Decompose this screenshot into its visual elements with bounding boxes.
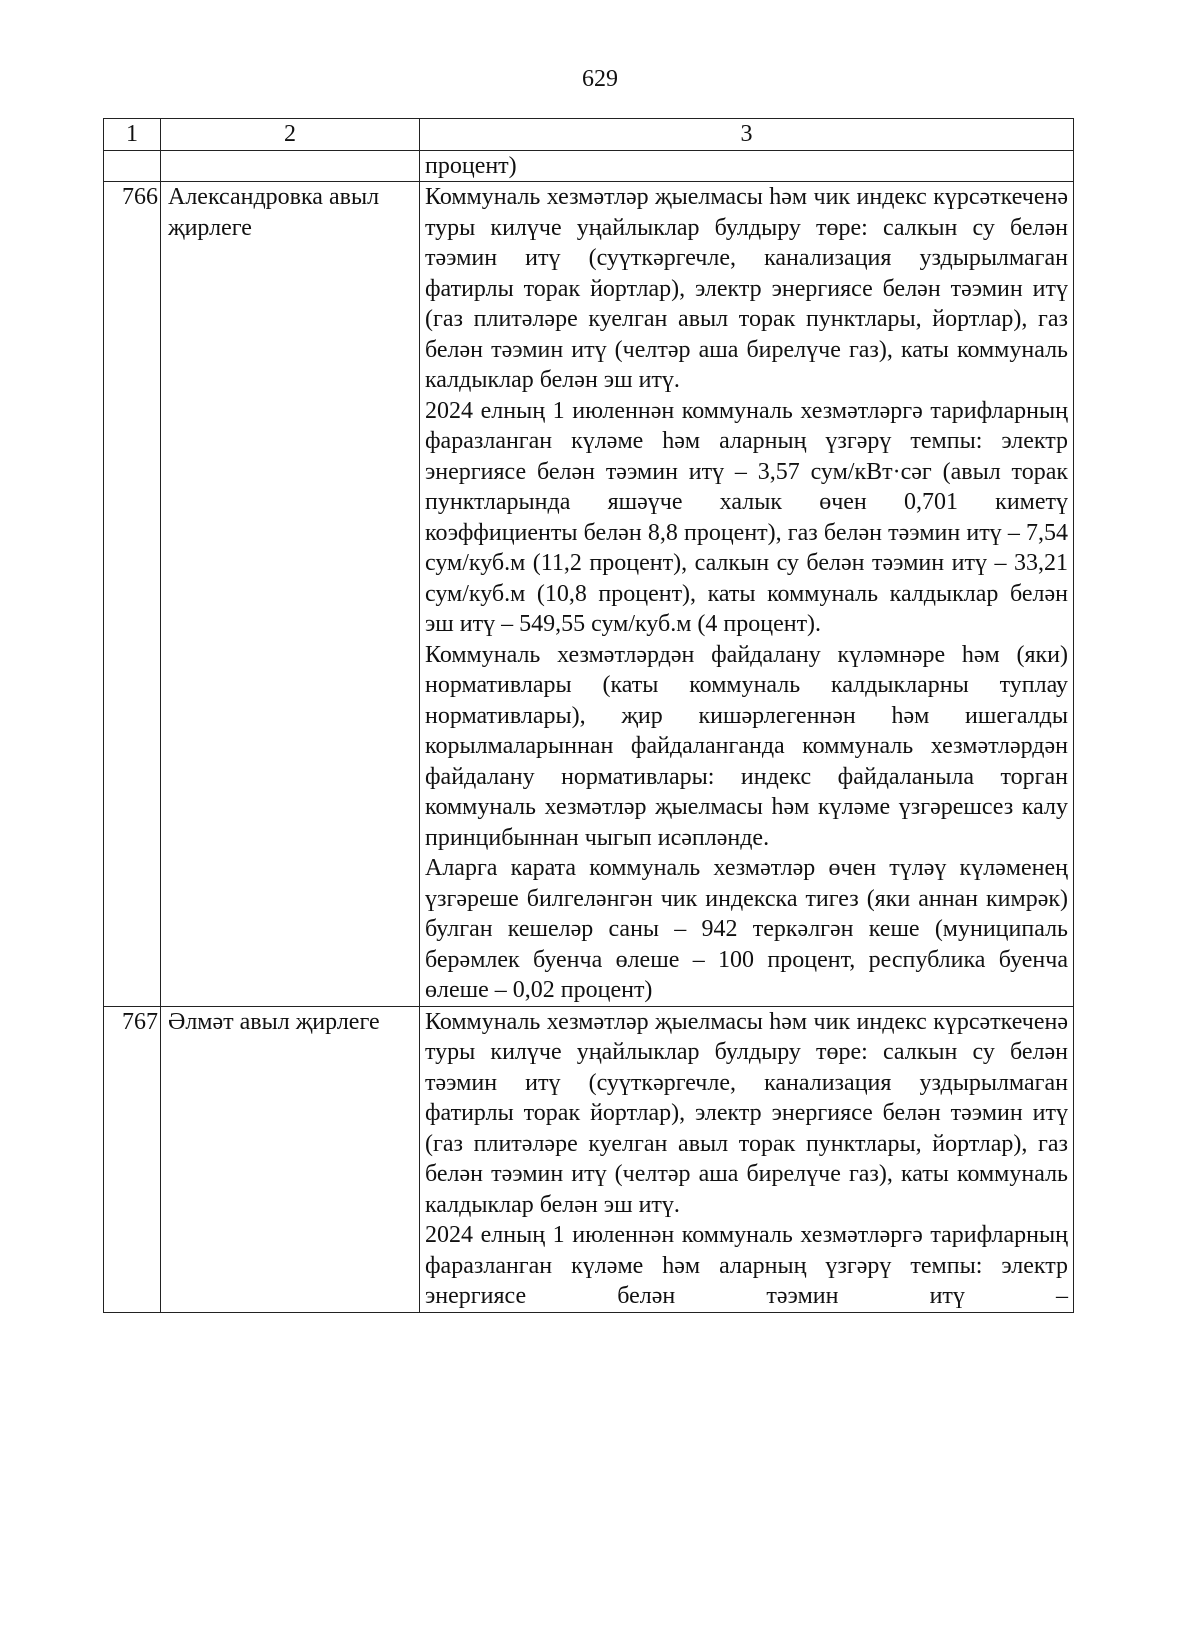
- page-number: 629: [582, 66, 618, 92]
- row-description: [420, 1006, 1074, 1312]
- paragraph: Коммуналь хезмәтләр җыелмасы һәм чик индекс күрсәткеченә туры килүче уңайлыклар булдыру төре: салкын су белән тәэмин итү (суүткәргечле, канализация уздырылмаган фатирлы торак йортлар), электр энергиясе белән тәэмин итү (газ плитәләре куелган авыл торак пунктлары, йортлар), газ белән тәэмин итү (челтәр аша бирелүче газ), каты коммуналь калдыклар белән эш итү.: [425, 184, 1068, 393]
- paragraph: 2024 елның 1 июленнән коммуналь хезмәтләргә тарифларның фаразланган күләме һәм аларның үзгәрү темпы: электр энергиясе белән тәэмин итү –: [425, 1222, 1068, 1309]
- continuation-text: процент): [420, 150, 1074, 182]
- continuation-row: [104, 150, 1074, 182]
- row-number: 767: [104, 1006, 161, 1312]
- continuation-num-cell: [104, 150, 161, 182]
- row-description: [420, 182, 1074, 1007]
- paragraph: 2024 елның 1 июленнән коммуналь хезмәтләргә тарифларның фаразланган күләме һәм аларның үзгәрү темпы: электр энергиясе белән тәэмин итү – 3,57 сум/кВт·сәг (авыл торак пунктларында яшәүче халык өчен 0,701 киметү коэффициенты белән 8,8 процент), газ белән тәэмин итү – 7,54 сум/куб.м (11,2 процент), салкын су белән тәэмин итү – 33,21 сум/куб.м (10,8 процент), каты коммуналь калдыклар белән эш итү – 549,55 сум/куб.м (4 процент).: [425, 397, 1068, 637]
- column-header-3: 3: [420, 119, 1074, 151]
- settlement-name: Александровка авыл җирлеге: [161, 182, 420, 1007]
- paragraph: Аларга карата коммуналь хезмәтләр өчен түләү күләменең үзгәреше билгеләнгән чик индекска тигез (яки аннан кимрәк) булган кешеләр саны – 942 теркәлгән кеше (муниципаль берәмлек буенча өлеше – 100 процент, республика буенча өлеше – 0,02 процент): [425, 855, 1068, 1003]
- table-row: [104, 1006, 1074, 1312]
- paragraph: Коммуналь хезмәтләр җыелмасы һәм чик индекс күрсәткеченә туры килүче уңайлыклар булдыру төре: салкын су белән тәэмин итү (суүткәргечле, канализация уздырылмаган фатирлы торак йортлар), электр энергиясе белән тәэмин итү (газ плитәләре куелган авыл торак пунктлары, йортлар), газ белән тәэмин итү (челтәр аша бирелүче газ), каты коммуналь калдыклар белән эш итү.: [425, 1008, 1068, 1218]
- continuation-name-cell: [161, 150, 420, 182]
- table-row: [104, 182, 1074, 1007]
- settlement-name: Әлмәт авыл җирлеге: [161, 1006, 420, 1312]
- table-header-row: [104, 119, 1074, 151]
- row-number: 766: [104, 182, 161, 1007]
- document-table: [103, 118, 1074, 1313]
- paragraph: Коммуналь хезмәтләрдән файдалану күләмнәре һәм (яки) нормативлары (каты коммуналь калдыкларны туплау нормативлары), җир кишәрлегеннән һәм ишегалды корылмаларыннан файдаланганда коммуналь хезмәтләрдән файдалану нормативлары: индекс файдаланыла торган коммуналь хезмәтләр җыелмасы һәм күләме үзгәрешсез калу принцибыннан чыгып исәпләнде.: [425, 641, 1068, 851]
- column-header-2: 2: [161, 119, 420, 151]
- column-header-1: 1: [104, 119, 161, 151]
